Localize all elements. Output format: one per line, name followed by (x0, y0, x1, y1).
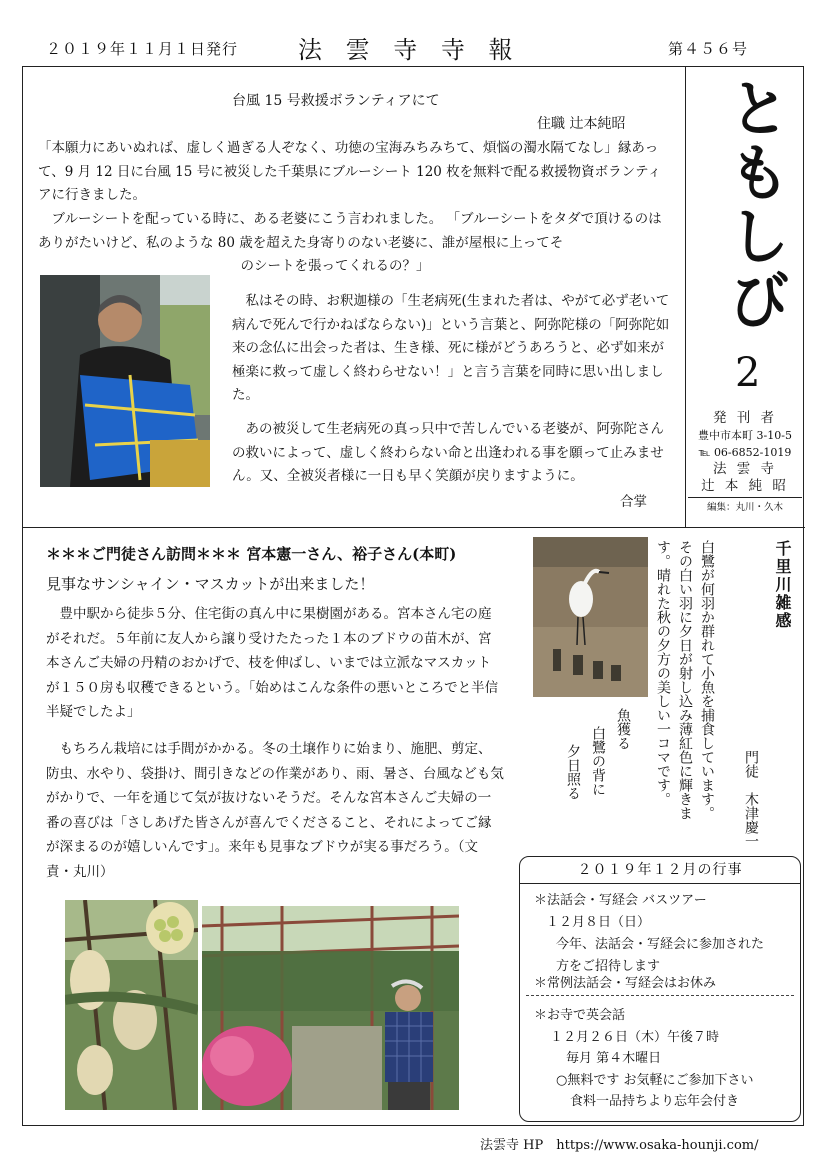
event-line: 毎月 第４木曜日 (566, 1051, 662, 1066)
publisher-label: 発 刊 者 (712, 410, 778, 426)
masthead-title: ともしび (718, 76, 791, 332)
publisher-editors: 編集：丸川・久木 (688, 497, 802, 516)
sketch-author: 門徒 木津慶一 (743, 750, 759, 848)
issue-number: 第４５６号 (668, 40, 749, 58)
volunteer-photo (40, 275, 210, 487)
heron-photo (533, 537, 648, 697)
masthead-bottom-rule (685, 527, 805, 528)
event-line: 今年、法話会・写経会に参加された (556, 937, 765, 952)
event-line: 方をご招待します (556, 959, 661, 974)
event-line: 食料一品持ちより忘年会付き (570, 1094, 740, 1109)
visit-heading: ＊＊＊ご門徒さん訪問＊＊＊ 宮本憲一さん、裕子さん(本町) (46, 545, 457, 563)
article-title: 台風 15 号救援ボランティアにて (232, 93, 440, 109)
article-paragraph-5: あの被災して生老病死の真っ只中で苦しんでいる老婆が、阿弥陀さんの救いによって、虚しく終わらない命と出逢われる事を願って止みません。又、全被災者様に一日も早く笑顔が戻りますように。 (232, 421, 664, 484)
event-line: ＊法話会・写経会 バスツアー (534, 893, 707, 908)
issue-date: ２０１９年１１月１日発行 (46, 40, 239, 58)
visit-paragraph-2: もちろん栽培には手間がかかる。冬の土壌作りに始まり、施肥、剪定、防虫、水やり、袋掛け、間引きなどの作業があり、雨、暑さ、台風なども気がかりで、一年を通じて気が抜けないそうだ。そんな宮本さんご夫婦の一番の喜びは「さしあげた皆さんが喜んでくださること、それによってご縁が深まるのが嬉しいんです」。来年も見事なブドウが実る事だろう。（文責・丸川） (46, 741, 504, 880)
article-closing: 合掌 (620, 494, 647, 510)
visit-paragraph-1: 豊中駅から徒歩５分、住宅街の真ん中に果樹園がある。宮本さん宅の庭がそれだ。５年前に友人から譲り受けたたった１本のブドウの苗木が、宮本さんご夫婦の丹精のおかげで、枝を伸ばし、いまでは立派なマスカットが１５０房も収穫できるという。「始めはこんな条件の悪いところでと半信半疑でしたよ」 (46, 606, 499, 720)
masthead-divider (685, 66, 686, 528)
sketch-title: 千里川雑感 (773, 540, 792, 630)
events-title: ２０１９年１２月の行事 (577, 862, 743, 878)
event-line: １２月８日（日） (546, 915, 651, 930)
event-line: ○無料です お気軽にご参加下さい (556, 1073, 754, 1088)
article-paragraph-2: ブルーシートを配っている時に、ある老婆にこう言われました。 「ブルーシートをタダで頂けるのはありがたいけど、私のような 80 歳を超えた身寄りのない老婆に、誰が屋根に上ってそ (38, 211, 662, 251)
publisher-temple: 法 雲 寺 (712, 461, 778, 477)
grapes-photo (65, 900, 198, 1110)
publisher-priest: 辻 本 純 昭 (701, 478, 789, 494)
article-paragraph-3: のシートを張ってくれるの？」 (240, 258, 430, 274)
footer-url[interactable]: 法雲寺 HP https://www.osaka-hounji.com/ (480, 1138, 759, 1153)
haiku-line-2: 白鷺の背に (590, 726, 606, 796)
haiku-line-3: 夕日照る (565, 744, 581, 800)
article-author: 住職 辻本純昭 (537, 116, 626, 132)
events-divider (526, 995, 794, 996)
events-title-rule (520, 883, 800, 884)
events-box (519, 856, 801, 1122)
sketch-body: 白鷺が何羽か群れて小魚を捕食しています。その白い羽に夕日が射し込み薄紅色に輝きます。晴れた秋の夕方の美しい一コマです。 (655, 540, 715, 820)
vineyard-photo (202, 906, 459, 1110)
newsletter-title: 法 雲 寺 寺 報 (298, 36, 521, 64)
article-paragraph-1: 「本願力にあいぬれば、虚しく過ぎる人ぞなく、功徳の宝海みちみちて、煩悩の濁水隔てなし」縁あって、9 月 12 日に台風 15 号に被災した千葉県にブルーシート 120 枚を無料で配る救援物資ボランティアに行きました。 (38, 140, 662, 203)
publisher-phone: ℡ 06‑6852‑1019 (698, 446, 792, 459)
visit-subheading: 見事なサンシャイン・マスカットが出来ました！ (46, 575, 375, 593)
masthead-number: 2 (735, 350, 761, 396)
publisher-address: 豊中市本町 3‑10‑5 (698, 429, 792, 442)
publisher-block (688, 410, 802, 516)
article-paragraph-4: 私はその時、お釈迦様の「生老病死(生まれた者は、やがて必ず老いて病んで死んで行かねばならない)」という言葉と、阿弥陀様の「阿弥陀如来の念仏に出会った者は、生き様、死に様がどうあろうと、必ず如来が極楽に救って虚しく終わらせない！」と言う言葉を同時に思い出しました。 (232, 293, 670, 403)
haiku (560, 708, 635, 828)
event-line: １２月２６日（木）午後７時 (550, 1030, 720, 1045)
event-line: ＊お寺で英会話 (534, 1008, 626, 1023)
section-divider (22, 527, 685, 528)
haiku-line-1: 魚獲る (615, 708, 631, 750)
event-line: ＊常例法話会・写経会はお休み (534, 976, 717, 991)
